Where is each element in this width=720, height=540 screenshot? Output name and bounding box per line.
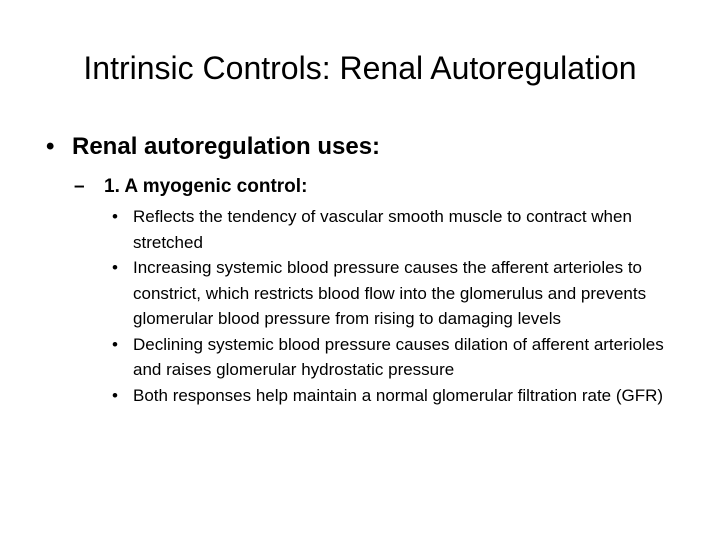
bullet-level2-text: 1. A myogenic control:	[104, 176, 308, 197]
sub-bullet-text: Increasing systemic blood pressure causes the afferent arterioles to constrict, which restricts blood flow into the glomerulus and prevents glomerular blood pressure from rising to damaging levels	[133, 258, 647, 328]
sub-bullet-item	[112, 204, 682, 255]
sub-bullet-text: Reflects the tendency of vascular smooth muscle to contract when stretched	[133, 207, 632, 252]
sub-bullet-text: Both responses help maintain a normal glomerular filtration rate (GFR)	[133, 385, 664, 405]
bullet-level1	[46, 132, 686, 162]
sub-bullet-text: Declining systemic blood pressure causes dilation of afferent arterioles and raises glomerular hydrostatic pressure	[133, 334, 664, 379]
bullet-marker: •	[46, 133, 55, 160]
sub-bullet-item	[112, 332, 682, 383]
sub-bullet-list	[112, 204, 682, 408]
dash-marker: –	[74, 176, 85, 197]
bullet-marker: •	[112, 258, 118, 277]
bullet-marker: •	[112, 207, 118, 226]
slide-title: Intrinsic Controls: Renal Autoregulation	[83, 50, 637, 86]
bullet-marker: •	[112, 385, 118, 405]
bullet-marker: •	[112, 334, 118, 354]
sub-bullet-item	[112, 383, 682, 409]
bullet-level1-text: Renal autoregulation uses:	[72, 133, 381, 160]
bullet-level2	[74, 174, 684, 200]
sub-bullet-item	[112, 255, 682, 332]
